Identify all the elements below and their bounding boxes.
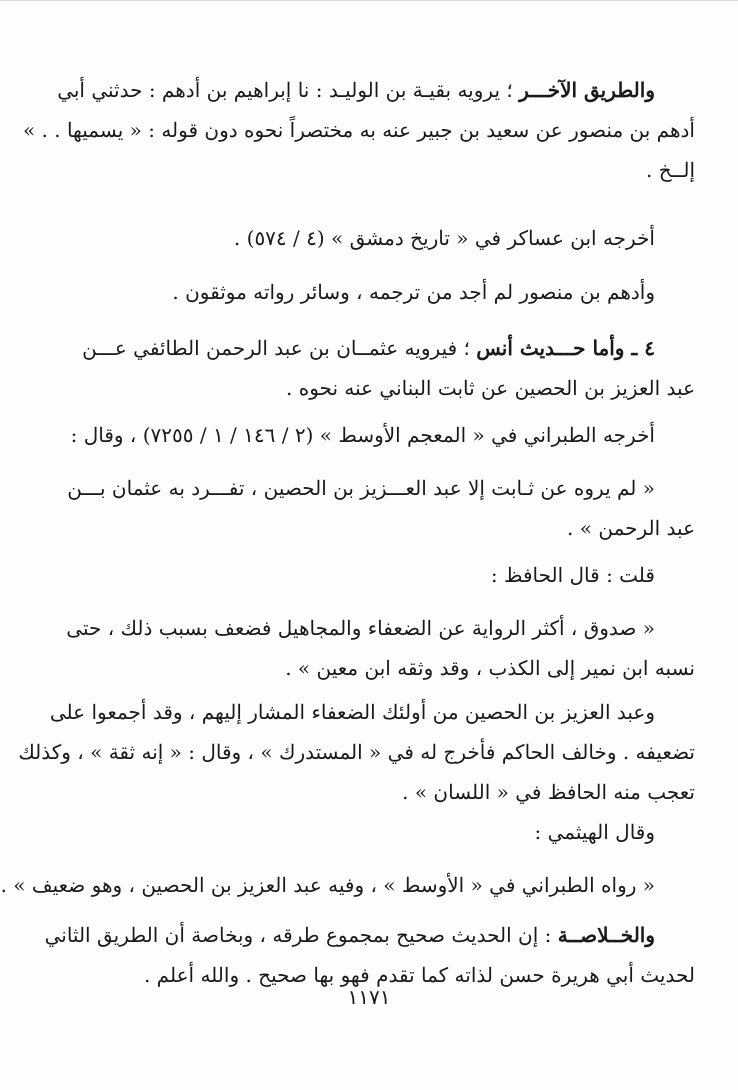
text-line: ٤ ـ وأما حـــديث أنس ؛ فيرويه عثمــان بن عبد الرحمن الطائفي عـــن — [82, 336, 655, 360]
text-line: وعبد العزيز بن الحصين من أولئك الضعفاء المشار إليهم ، وقد أجمعوا على — [49, 700, 655, 724]
text-line: لحديث أبي هريرة حسن لذاته كما تقدم فهو بها صحيح . والله أعلم . — [143, 963, 695, 987]
paragraph-conclusion — [44, 915, 695, 995]
text-line: « صدوق ، أكثر الرواية عن الضعفاء والمجاهيل فضعف بسبب ذلك ، حتى — [66, 616, 655, 640]
paragraph-anas-hadith — [82, 328, 695, 408]
text-line: تعجب منه الحافظ في « اللسان » . — [402, 780, 695, 804]
lead-heading: والخــلاصــة — [557, 923, 655, 947]
text-line: « رواه الطبراني في « الأوسط » ، وفيه عبد العزيز بن الحصين ، وهو ضعيف » . — [0, 873, 655, 897]
text-line: تضعيفه . وخالف الحاكم فأخرج له في « المستدرك » ، وقال : « إنه ثقة » ، وكذلك — [18, 740, 695, 764]
text-line: أخرجه الطبراني في « المعجم الأوسط » (٢ / ١٤٦ / ١ / ٧٢٥٥) ، وقال : — [70, 423, 655, 447]
paragraph-qult — [100, 555, 695, 595]
paragraph-tabarani — [70, 415, 695, 455]
paragraph-quote-awsat — [0, 865, 695, 905]
paragraph-ibn-asakir — [100, 218, 695, 258]
text-line: عبد الرحمن » . — [567, 516, 695, 540]
text-line: عبد العزيز بن الحصين عن ثابت البناني عنه نحوه . — [286, 376, 695, 400]
paragraph-other-route — [22, 70, 695, 190]
page-number: ١١٧١ — [347, 985, 391, 1009]
text-line: قلت : قال الحافظ : — [490, 563, 655, 587]
text-line: وأدهم بن منصور لم أجد من ترجمه ، وسائر رواته موثقون . — [172, 280, 655, 304]
lead-heading: ٤ ـ وأما حـــديث أنس — [476, 336, 655, 360]
paragraph-adham — [100, 272, 695, 312]
paragraph-saduq — [66, 608, 695, 688]
lead-heading: والطريق الآخـــر — [519, 78, 655, 102]
paragraph-quote-thabit — [67, 468, 695, 548]
paragraph-abdulaziz — [18, 692, 695, 812]
text-line: أخرجه ابن عساكر في « تاريخ دمشق » (٤ / ٥٧٤) . — [233, 226, 655, 250]
text-line: أدهم بن منصور عن سعيد بن جبير عنه به مختصراً نحوه دون قوله : « يسميها . . » — [22, 118, 695, 142]
text-line: وقال الهيثمي : — [534, 820, 655, 844]
page-edge-shadow — [0, 0, 738, 1]
text-line: نسبه ابن نمير إلى الكذب ، وقد وثقه ابن معين » . — [285, 656, 695, 680]
text-line: والطريق الآخـــر ؛ يرويه بقيـة بن الوليـد : نا إبراهيم بن أدهم : حدثني أبي — [57, 78, 655, 102]
text-line: والخــلاصــة : إن الحديث صحيح بمجموع طرقه ، وبخاصة أن الطريق الثاني — [44, 923, 655, 947]
paragraph-haythami — [100, 812, 695, 852]
text-line: « لم يروه عن ثـابت إلا عبد العـــزيز بن الحصين ، تفـــرد به عثمان بـــن — [67, 476, 655, 500]
text-line: إلــخ . — [646, 158, 695, 182]
